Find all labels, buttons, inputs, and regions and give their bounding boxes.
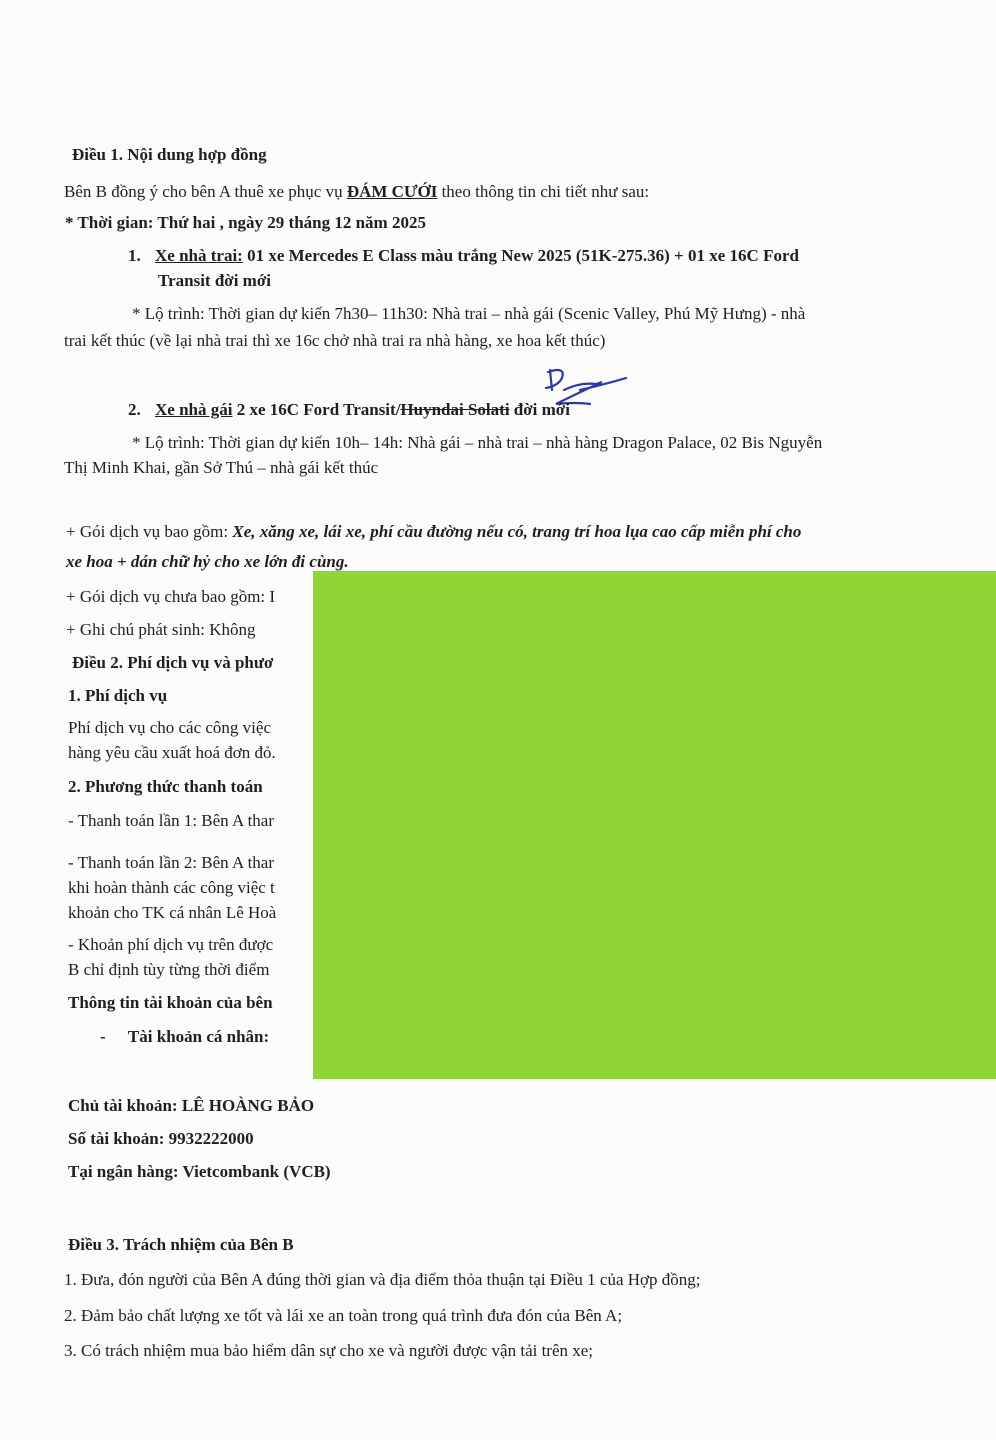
article-1-heading: Điều 1. Nội dung hợp đồng [72,145,267,164]
item-1-route-1: * Lộ trình: Thời gian dự kiến 7h30– 11h30: Nhà trai – nhà gái (Scenic Valley, Phú Mỹ Hưng) - nhà [132,304,806,323]
item-2-text: 2 xe 16C Ford Transit/ [236,400,401,419]
account-number: Số tài khoản: 9932222000 [68,1129,254,1148]
fee-line-2: hàng yêu cầu xuất hoá đơn đỏ. [68,743,276,762]
redaction-block [313,571,996,1079]
payment-heading: 2. Phương thức thanh toán [68,777,263,796]
item-2-route-2: Thị Minh Khai, gần Sở Thú – nhà gái kết thúc [64,458,379,477]
account-holder: Chủ tài khoản: LÊ HOÀNG BẢO [68,1096,315,1115]
payment-1: - Thanh toán lần 1: Bên A thar [68,811,275,830]
intro-after: theo thông tin chi tiết như sau: [441,182,650,201]
item-1-text: 01 xe Mercedes E Class màu trắng New 2025 (51K-275.36) + 01 xe 16C Ford [247,246,799,265]
payment-2-line-3: khoản cho TK cá nhân Lê Hoà [68,903,277,922]
payment-2-line-1: - Thanh toán lần 2: Bên A thar [68,853,275,872]
item-2-number: 2. [128,400,141,419]
account-type-line [100,1026,269,1048]
payment-2-line-2: khi hoàn thành các công việc t [68,878,275,897]
package-text: Xe, xăng xe, lái xe, phí cầu đường nếu có, trang trí hoa lụa cao cấp miễn phí cho [232,522,802,541]
fee-heading: 1. Phí dịch vụ [68,686,168,705]
article-2-heading: Điều 2. Phí dịch vụ và phươ [72,653,274,672]
account-heading: Thông tin tài khoản của bên [68,993,273,1012]
notes: + Ghi chú phát sinh: Không [66,620,256,639]
article-3-item-1: 1. Đưa, đón người của Bên A đúng thời gian và địa điểm thỏa thuận tại Điều 1 của Hợp đồng; [64,1270,701,1289]
item-1-line-2: Transit đời mới [158,271,271,290]
article-1-intro [64,181,649,203]
time-line: * Thời gian: Thứ hai , ngày 29 tháng 12 năm 2025 [65,213,426,232]
not-included: + Gói dịch vụ chưa bao gồm: I [66,587,276,606]
account-bank: Tại ngân hàng: Vietcombank (VCB) [68,1162,331,1181]
item-1-number: 1. [128,246,141,265]
fee-line-1: Phí dịch vụ cho các công việc [68,718,271,737]
item-2-line [128,399,570,421]
account-bullet: - [100,1027,106,1046]
item-2-route-1: * Lộ trình: Thời gian dự kiến 10h– 14h: Nhà gái – nhà trai – nhà hàng Dragon Palace, 02 Bis Nguyễn [132,433,823,452]
intro-before: Bên B đồng ý cho bên A thuê xe phục vụ [64,182,343,201]
account-type: Tài khoản cá nhân: [127,1027,270,1046]
package-line-1 [66,521,801,543]
fee-note-line-1: - Khoản phí dịch vụ trên được [68,935,274,954]
fee-note-line-2: B chỉ định tùy từng thời điểm [68,960,270,979]
article-3-item-3: 3. Có trách nhiệm mua bảo hiểm dân sự cho xe và người được vận tải trên xe; [64,1341,594,1360]
intro-event: ĐÁM CƯỚI [346,182,438,201]
item-1-line-1 [128,245,799,267]
item-2-text-end: đời mới [513,400,570,419]
item-1-label: Xe nhà trai: [155,246,243,265]
package-line-2: xe hoa + dán chữ hỷ cho xe lớn đi cùng. [66,552,349,571]
item-2-label: Xe nhà gái [155,400,233,419]
item-1-route-2: trai kết thúc (về lại nhà trai thì xe 16c chở nhà trai ra nhà hàng, xe hoa kết thúc) [64,331,606,350]
article-3-heading: Điều 3. Trách nhiệm của Bên B [68,1235,294,1254]
item-2-struck-text: Huyndai Solati [400,400,510,419]
package-prefix: + Gói dịch vụ bao gồm: [66,522,229,541]
article-3-item-2: 2. Đảm bảo chất lượng xe tốt và lái xe an toàn trong quá trình đưa đón của Bên A; [64,1306,623,1325]
